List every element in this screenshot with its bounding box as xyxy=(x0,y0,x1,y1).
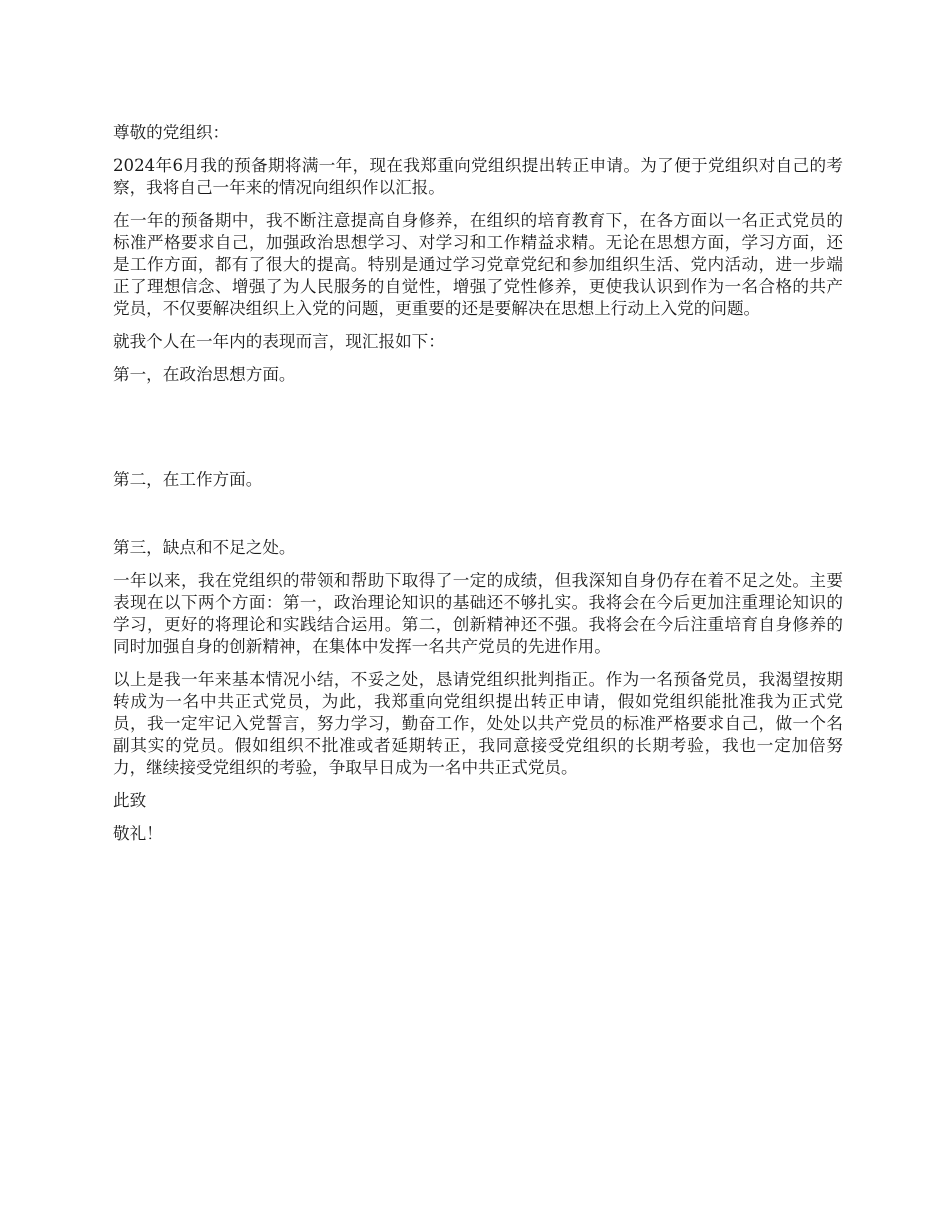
closing-line-2: 敬礼！ xyxy=(113,824,163,843)
intro-paragraph: 2024年6月我的预备期将满一年，现在我郑重向党组织提出转正申请。为了便于党组织对自己的考察，我将自己一年来的情况向组织作以汇报。 xyxy=(113,156,843,197)
body-paragraph-1: 在一年的预备期中，我不断注意提高自身修养，在组织的培育教育下，在各方面以一名正式党员的标准严格要求自己，加强政治思想学习、对学习和工作精益求精。无论在思想方面，学习方面，还是工作方面，都有了很大的提高。特别是通过学习党章党纪和参加组织生活、党内活动，进一步端正了理想信念、增强了为人民服务的自觉性，增强了党性修养，更使我认识到作为一名合格的共产党员，不仅要解决组织上入党的问题，更重要的还是要解决在思想上行动上入党的问题。 xyxy=(113,211,843,318)
section-3-heading: 第三，缺点和不足之处。 xyxy=(113,538,296,557)
blank-space xyxy=(113,502,843,537)
letter-body xyxy=(113,122,843,856)
summary-lead: 就我个人在一年内的表现而言，现汇报如下： xyxy=(113,332,445,351)
closing-line-1: 此致 xyxy=(113,791,147,810)
conclusion-paragraph: 以上是我一年来基本情况小结，不妥之处，恳请党组织批判指正。作为一名预备党员，我渴望按期转成为一名中共正式党员，为此，我郑重向党组织提出转正申请，假如党组织能批准我为正式党员，我一定牢记入党誓言，努力学习，勤奋工作，处处以共产党员的标准严格要求自己，做一个名副其实的党员。假如组织不批准或者延期转正，我同意接受党组织的长期考验，我也一定加倍努力，继续接受党组织的考验，争取早日成为一名中共正式党员。 xyxy=(113,670,843,777)
section-2-heading: 第二，在工作方面。 xyxy=(113,470,263,489)
blank-space xyxy=(113,397,843,469)
section-3-body: 一年以来，我在党组织的带领和帮助下取得了一定的成绩，但我深知自身仍存在着不足之处。主要表现在以下两个方面：第一，政治理论知识的基础还不够扎实。我将会在今后更加注重理论知识的学习，更好的将理论和实践结合运用。第二，创新精神还不强。我将会在今后注重培育自身修养的同时加强自身的创新精神，在集体中发挥一名共产党员的先进作用。 xyxy=(113,571,843,656)
section-1-heading: 第一，在政治思想方面。 xyxy=(113,365,296,384)
salutation: 尊敬的党组织： xyxy=(113,123,230,142)
